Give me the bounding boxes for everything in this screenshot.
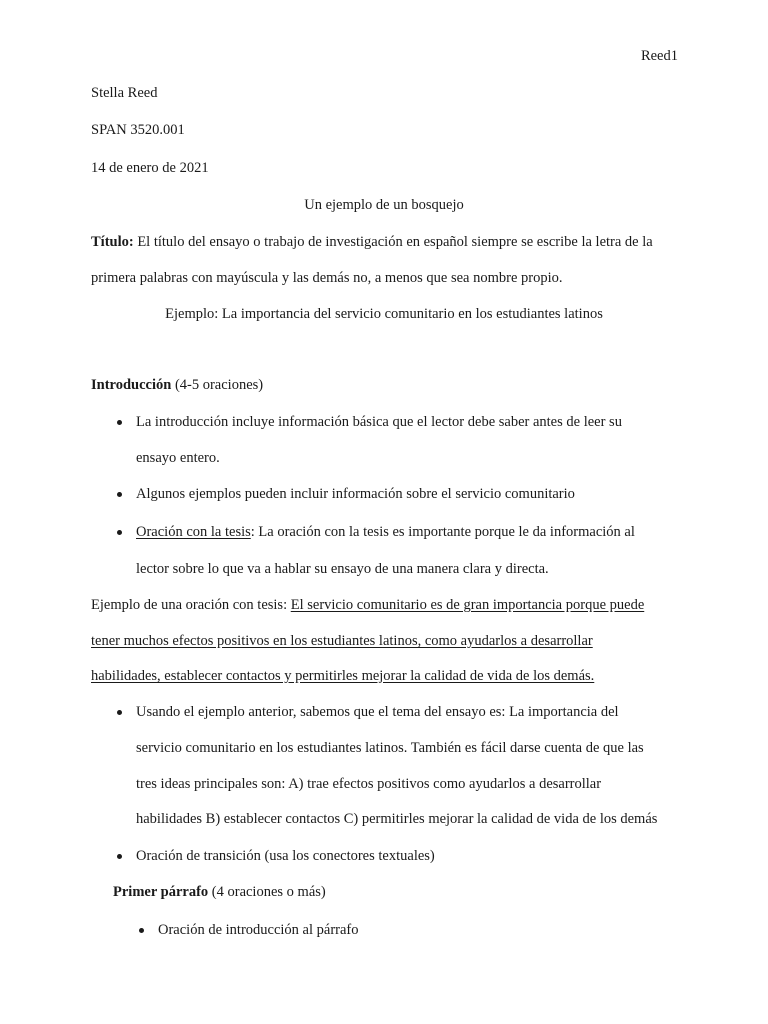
first-paragraph-count: (4 oraciones o más) (208, 884, 326, 900)
thesis-example-line-2: tener muchos efectos positivos en los estudiantes latinos, como ayudarlos a desarrollar (91, 633, 593, 649)
bullet-icon (139, 928, 144, 933)
thesis-term: Oración con la tesis (136, 524, 251, 540)
bullet-icon (117, 854, 122, 859)
analysis-bullet-1-line-4: habilidades B) establecer contactos C) permitirles mejorar la calidad de vida de los demás (136, 811, 658, 827)
intro-bullet-1-line-1: La introducción incluye información básica que el lector debe saber antes de leer su (136, 414, 622, 430)
titulo-text-1: El título del ensayo o trabajo de investigación en español siempre se escribe la letra de la (133, 234, 653, 250)
analysis-bullet-2-line-1: Oración de transición (usa los conectores textuales) (136, 848, 435, 864)
thesis-example-line-1 (91, 596, 644, 614)
first-paragraph-heading (113, 883, 326, 901)
intro-bullet-3-rest: : La oración con la tesis es importante porque le da información al (250, 524, 635, 540)
first-paragraph-label: Primer párrafo (113, 884, 209, 900)
titulo-line-2: primera palabras con mayúscula y las demás no, a menos que sea nombre propio. (91, 270, 563, 286)
intro-bullet-2-line-1: Algunos ejemplos pueden incluir información sobre el servicio comunitario (136, 486, 575, 502)
bullet-icon (117, 420, 122, 425)
thesis-example-prefix: Ejemplo de una oración con tesis: (91, 597, 291, 613)
document-date: 14 de enero de 2021 (91, 160, 209, 176)
intro-heading (91, 376, 263, 394)
analysis-bullet-1-line-3: tres ideas principales son: A) trae efectos positivos como ayudarlos a desarrollar (136, 776, 602, 792)
course-code: SPAN 3520.001 (91, 122, 185, 138)
intro-bullet-3-line-1 (136, 523, 635, 541)
first-paragraph-bullet-1: Oración de introducción al párrafo (158, 922, 359, 938)
intro-bullet-3-line-2: lector sobre lo que va a hablar su ensayo de una manera clara y directa. (136, 561, 549, 577)
thesis-example-line-3: habilidades, establecer contactos y permitirles mejorar la calidad de vida de los demás. (91, 668, 595, 684)
author-name: Stella Reed (91, 85, 158, 101)
thesis-example-text-1: El servicio comunitario es de gran importancia porque puede (290, 597, 645, 613)
bullet-icon (117, 710, 122, 715)
intro-bullet-1-line-2: ensayo entero. (136, 450, 220, 466)
intro-count: (4-5 oraciones) (171, 377, 264, 393)
bullet-icon (117, 530, 122, 535)
titulo-label: Título: (91, 234, 134, 250)
titulo-line-1 (91, 233, 653, 251)
page-header-number: Reed1 (640, 48, 678, 64)
analysis-bullet-1-line-2: servicio comunitario en los estudiantes latinos. También es fácil darse cuenta de que las (136, 740, 644, 756)
analysis-bullet-1-line-1: Usando el ejemplo anterior, sabemos que el tema del ensayo es: La importancia del (136, 704, 619, 720)
bullet-icon (117, 492, 122, 497)
intro-label: Introducción (91, 377, 172, 393)
titulo-example: Ejemplo: La importancia del servicio comunitario en los estudiantes latinos (165, 306, 603, 322)
document-title: Un ejemplo de un bosquejo (304, 197, 464, 213)
